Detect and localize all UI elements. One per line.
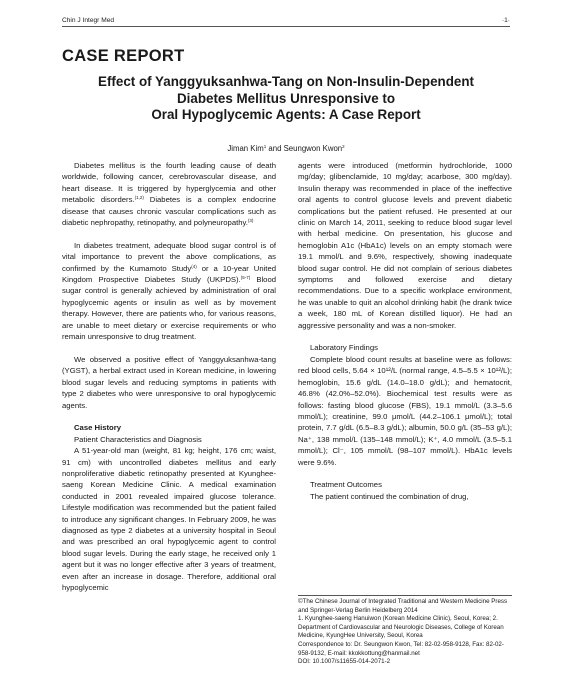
author-name: Jiman Kim — [227, 144, 264, 153]
doi-note: DOI: 10.1007/s11655-014-2071-2 — [298, 658, 391, 666]
intro-paragraph — [62, 160, 276, 228]
affiliations-note: 1. Kyunghee-saeng Hanuiwon (Korean Medicine Clinic), Seoul, Korea; 2. Department of Cardiovascular and Neurologic Diseases, College of Korean Medicine, KyungHee University, Seoul, Korea — [298, 615, 504, 640]
journal-name: Chin J Integr Med — [62, 17, 115, 24]
section-label: CASE REPORT — [62, 47, 185, 65]
paragraph-text: Blood sugar control is generally achieved by administration of oral hypoglycemic agents or insulin as well as by movement therapy. However, there are patients who, for various reasons, are unable to meet dietary or exercise requirements or who remain unresponsive to drug treatment. — [62, 275, 276, 342]
affiliation-mark: 1 — [263, 143, 267, 149]
title-line: Diabetes Mellitus Unresponsive to — [176, 90, 396, 106]
author-conjunction: and — [266, 144, 284, 153]
title-line: Oral Hypoglycemic Agents: A Case Report — [151, 107, 421, 122]
right-column — [298, 160, 512, 502]
intro-paragraph — [62, 240, 276, 343]
citation-mark: (4) — [191, 263, 197, 269]
paragraph-text: or a 10-year United Kingdom Prospective Diabetes Study (UKPDS). — [62, 263, 276, 285]
case-paragraph: agents were introduced (metformin hydrochloride, 1000 mg/day; glibenclamide, 10 mg/day; acarbose, 300 mg/day). Insulin therapy was recommended in place of the ineffective oral agents to control glucose levels and prevent diabetic complications but the patient refused. He presented at our clinic on March 14, 2011, seeking to reduce blood sugar level with herbal medicine. On presentation, his glucose and hemoglobin A1c (HbA1c) levels on an empty stomach were 19.1 mmol/L and 9.6%, respectively, showing inadequate blood sugar control. He did not complain of serious diabetes symptoms and followed exercise and dietary recommendations. Due to a specific workplace environment, he was unable to quit an alcohol drinking habit (he drank twice a week, 180 mL of Korean distilled liquor). He had an aggressive personality and was a non-smoker. — [298, 161, 512, 330]
running-head — [62, 16, 510, 27]
section-heading-case-history: Case History — [74, 423, 121, 433]
subsection-heading-lab: Laboratory Findings — [310, 343, 378, 353]
left-column — [62, 160, 276, 593]
footnote — [298, 595, 512, 667]
page-number: ·1· — [501, 17, 510, 24]
citation-mark: (3) — [247, 217, 254, 223]
paragraph-text: In diabetes treatment, adequate blood sugar control is of vital importance to prevent the above complications, as confirmed by the Kumamoto Study — [62, 240, 276, 273]
article-title — [62, 74, 510, 124]
author-line — [62, 144, 510, 153]
copyright-note: ©The Chinese Journal of Integrated Traditional and Western Medicine Press and Springer-Verlag Berlin Heidelberg 2014 — [298, 598, 508, 614]
title-line: Effect of Yanggyuksanhwa-Tang on Non-Insulin-Dependent — [98, 74, 474, 89]
subsection-heading-treatment: Treatment Outcomes — [310, 480, 382, 490]
treatment-paragraph: The patient continued the combination of drug, — [310, 491, 469, 501]
paragraph-text: Diabetes is a complex endocrine disease that causes chronic vascular complications such as diabetic nephropathy, retinopathy, and polyneuropathy. — [62, 195, 276, 228]
lab-paragraph: Complete blood count results at baseline were as follows: red blood cells, 5.64 × 10¹²/L (normal range, 4.5–5.5 × 10¹²/L); hemoglobin, 15.6 g/dL (14.0–18.0 g/dL); and hematocrit, 46.8% (42.0%–52.0%). Biochemical test results were as follows: fasting blood glucose (FBS), 19.1 mmol/L (3.3–5.6 mmol/L); creatinine, 99.0 μmol/L (44.2–106.1 μmol/L); total protein, 7.7 g/dL (6.5–8.3 g/dL); albumin, 50.0 g/L (35–53 g/L); Na⁺, 138 mmol/L (135–148 mmol/L); K⁺, 4.0 mmol/L (3.5–5.1 mmol/L); Cl⁻, 105 mmol/L (98–107 mmol/L). HbA1c levels were 9.6%. — [298, 354, 512, 467]
case-paragraph: A 51-year-old man (weight, 81 kg; height, 176 cm; waist, 91 cm) with uncontrolled diabetes mellitus and early nonproliferative diabetic retinopathy presented at Kyunghee-saeng Korean Medicine Clinic. A medical examination conducted in 2001 revealed impaired glucose tolerance. Lifestyle modification was recommended but the patient failed to introduce any significant changes. In February 2009, he was diagnosed as type 2 diabetes at a university hospital in Seoul and was prescribed an oral hypoglycemic agent to control blood sugar levels. During the early stage, he received only 1 agent but it was no longer effective after 3 years of treatment, even after an increase in dosage. Therefore, additional oral hypoglycemic — [62, 446, 276, 592]
paragraph-text: Diabetes mellitus is the fourth leading cause of death worldwide, following cancer, cerebrovascular disease, and heart disease. It is triggered by hyperglycemia and other metabolic disorders. — [62, 161, 276, 205]
author-name: Seungwon Kwon — [283, 144, 343, 153]
intro-paragraph: We observed a positive effect of Yanggyuksanhwa-tang (YGST), a herbal extract used in Korean medicine, in lowering blood sugar levels and reducing symptoms in patients with type 2 diabetes who were unresponsive to oral hypoglycemic agents. — [62, 354, 276, 410]
affiliation-mark: 2 — [342, 143, 345, 149]
citation-mark: (5-7) — [240, 274, 251, 280]
correspondence-note: Correspondence to: Dr. Seungwon Kwon, Tel: 82-02-958-9128, Fax: 82-02-958-9132, E-mail: kkokkottung@hanmail.net — [298, 640, 504, 657]
subsection-heading-patient: Patient Characteristics and Diagnosis — [74, 434, 202, 444]
citation-mark: (1,2) — [134, 195, 144, 201]
